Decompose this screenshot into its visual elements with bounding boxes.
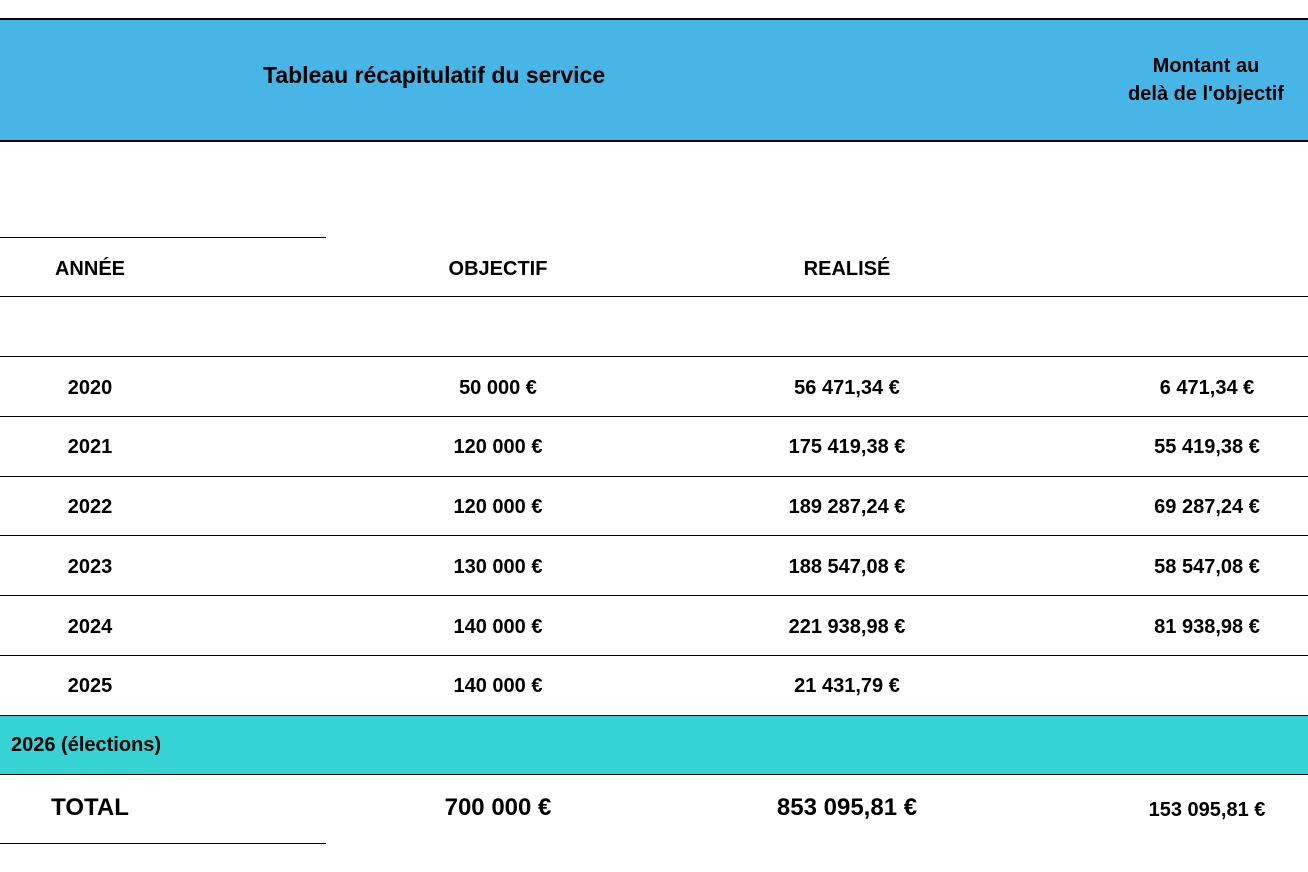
row-realise: 221 938,98 € — [788, 616, 906, 638]
row-realise: 21 431,79 € — [794, 675, 900, 697]
total-label: TOTAL — [51, 794, 129, 821]
row-year: 2022 — [67, 496, 113, 518]
divider — [0, 595, 1308, 596]
header-right-line1: Montant au — [1152, 55, 1260, 77]
table-title: Tableau récapitulatif du service — [263, 62, 606, 88]
row-objectif: 50 000 € — [459, 377, 537, 399]
row-realise: 56 471,34 € — [794, 377, 900, 399]
divider — [0, 655, 1308, 656]
row-realise: 188 547,08 € — [788, 556, 906, 578]
row-delta: 69 287,24 € — [1154, 496, 1260, 518]
row-year: 2023 — [67, 556, 113, 578]
row-delta: 58 547,08 € — [1154, 556, 1260, 578]
column-header-objectif: OBJECTIF — [448, 258, 548, 280]
divider — [0, 356, 1308, 357]
divider — [0, 237, 326, 238]
divider — [0, 296, 1308, 297]
divider — [0, 535, 1308, 536]
row-objectif: 140 000 € — [453, 675, 543, 697]
total-objectif: 700 000 € — [444, 794, 552, 821]
row-objectif: 120 000 € — [453, 496, 543, 518]
row-year: 2021 — [67, 436, 113, 458]
row-year: 2025 — [67, 675, 113, 697]
divider — [0, 843, 326, 844]
row-delta: 81 938,98 € — [1154, 616, 1260, 638]
row-year: 2024 — [67, 616, 113, 638]
row-delta: 55 419,38 € — [1154, 436, 1260, 458]
column-header-annee: ANNÉE — [54, 258, 125, 280]
row-objectif: 120 000 € — [453, 436, 543, 458]
divider — [0, 416, 1308, 417]
divider — [0, 476, 1308, 477]
header-right-line2: delà de l'objectif — [1128, 83, 1284, 105]
row-objectif: 130 000 € — [453, 556, 543, 578]
header-right-label — [1110, 52, 1302, 108]
total-delta: 153 095,81 € — [1148, 799, 1266, 821]
column-header-realise: REALISÉ — [803, 258, 891, 280]
row-delta: 6 471,34 € — [1159, 377, 1255, 399]
row-year: 2020 — [67, 377, 113, 399]
total-realise: 853 095,81 € — [776, 794, 918, 821]
row-objectif: 140 000 € — [453, 616, 543, 638]
elections-label: 2026 (élections) — [11, 734, 162, 756]
row-realise: 189 287,24 € — [788, 496, 906, 518]
row-realise: 175 419,38 € — [788, 436, 906, 458]
elections-row — [0, 715, 1308, 775]
